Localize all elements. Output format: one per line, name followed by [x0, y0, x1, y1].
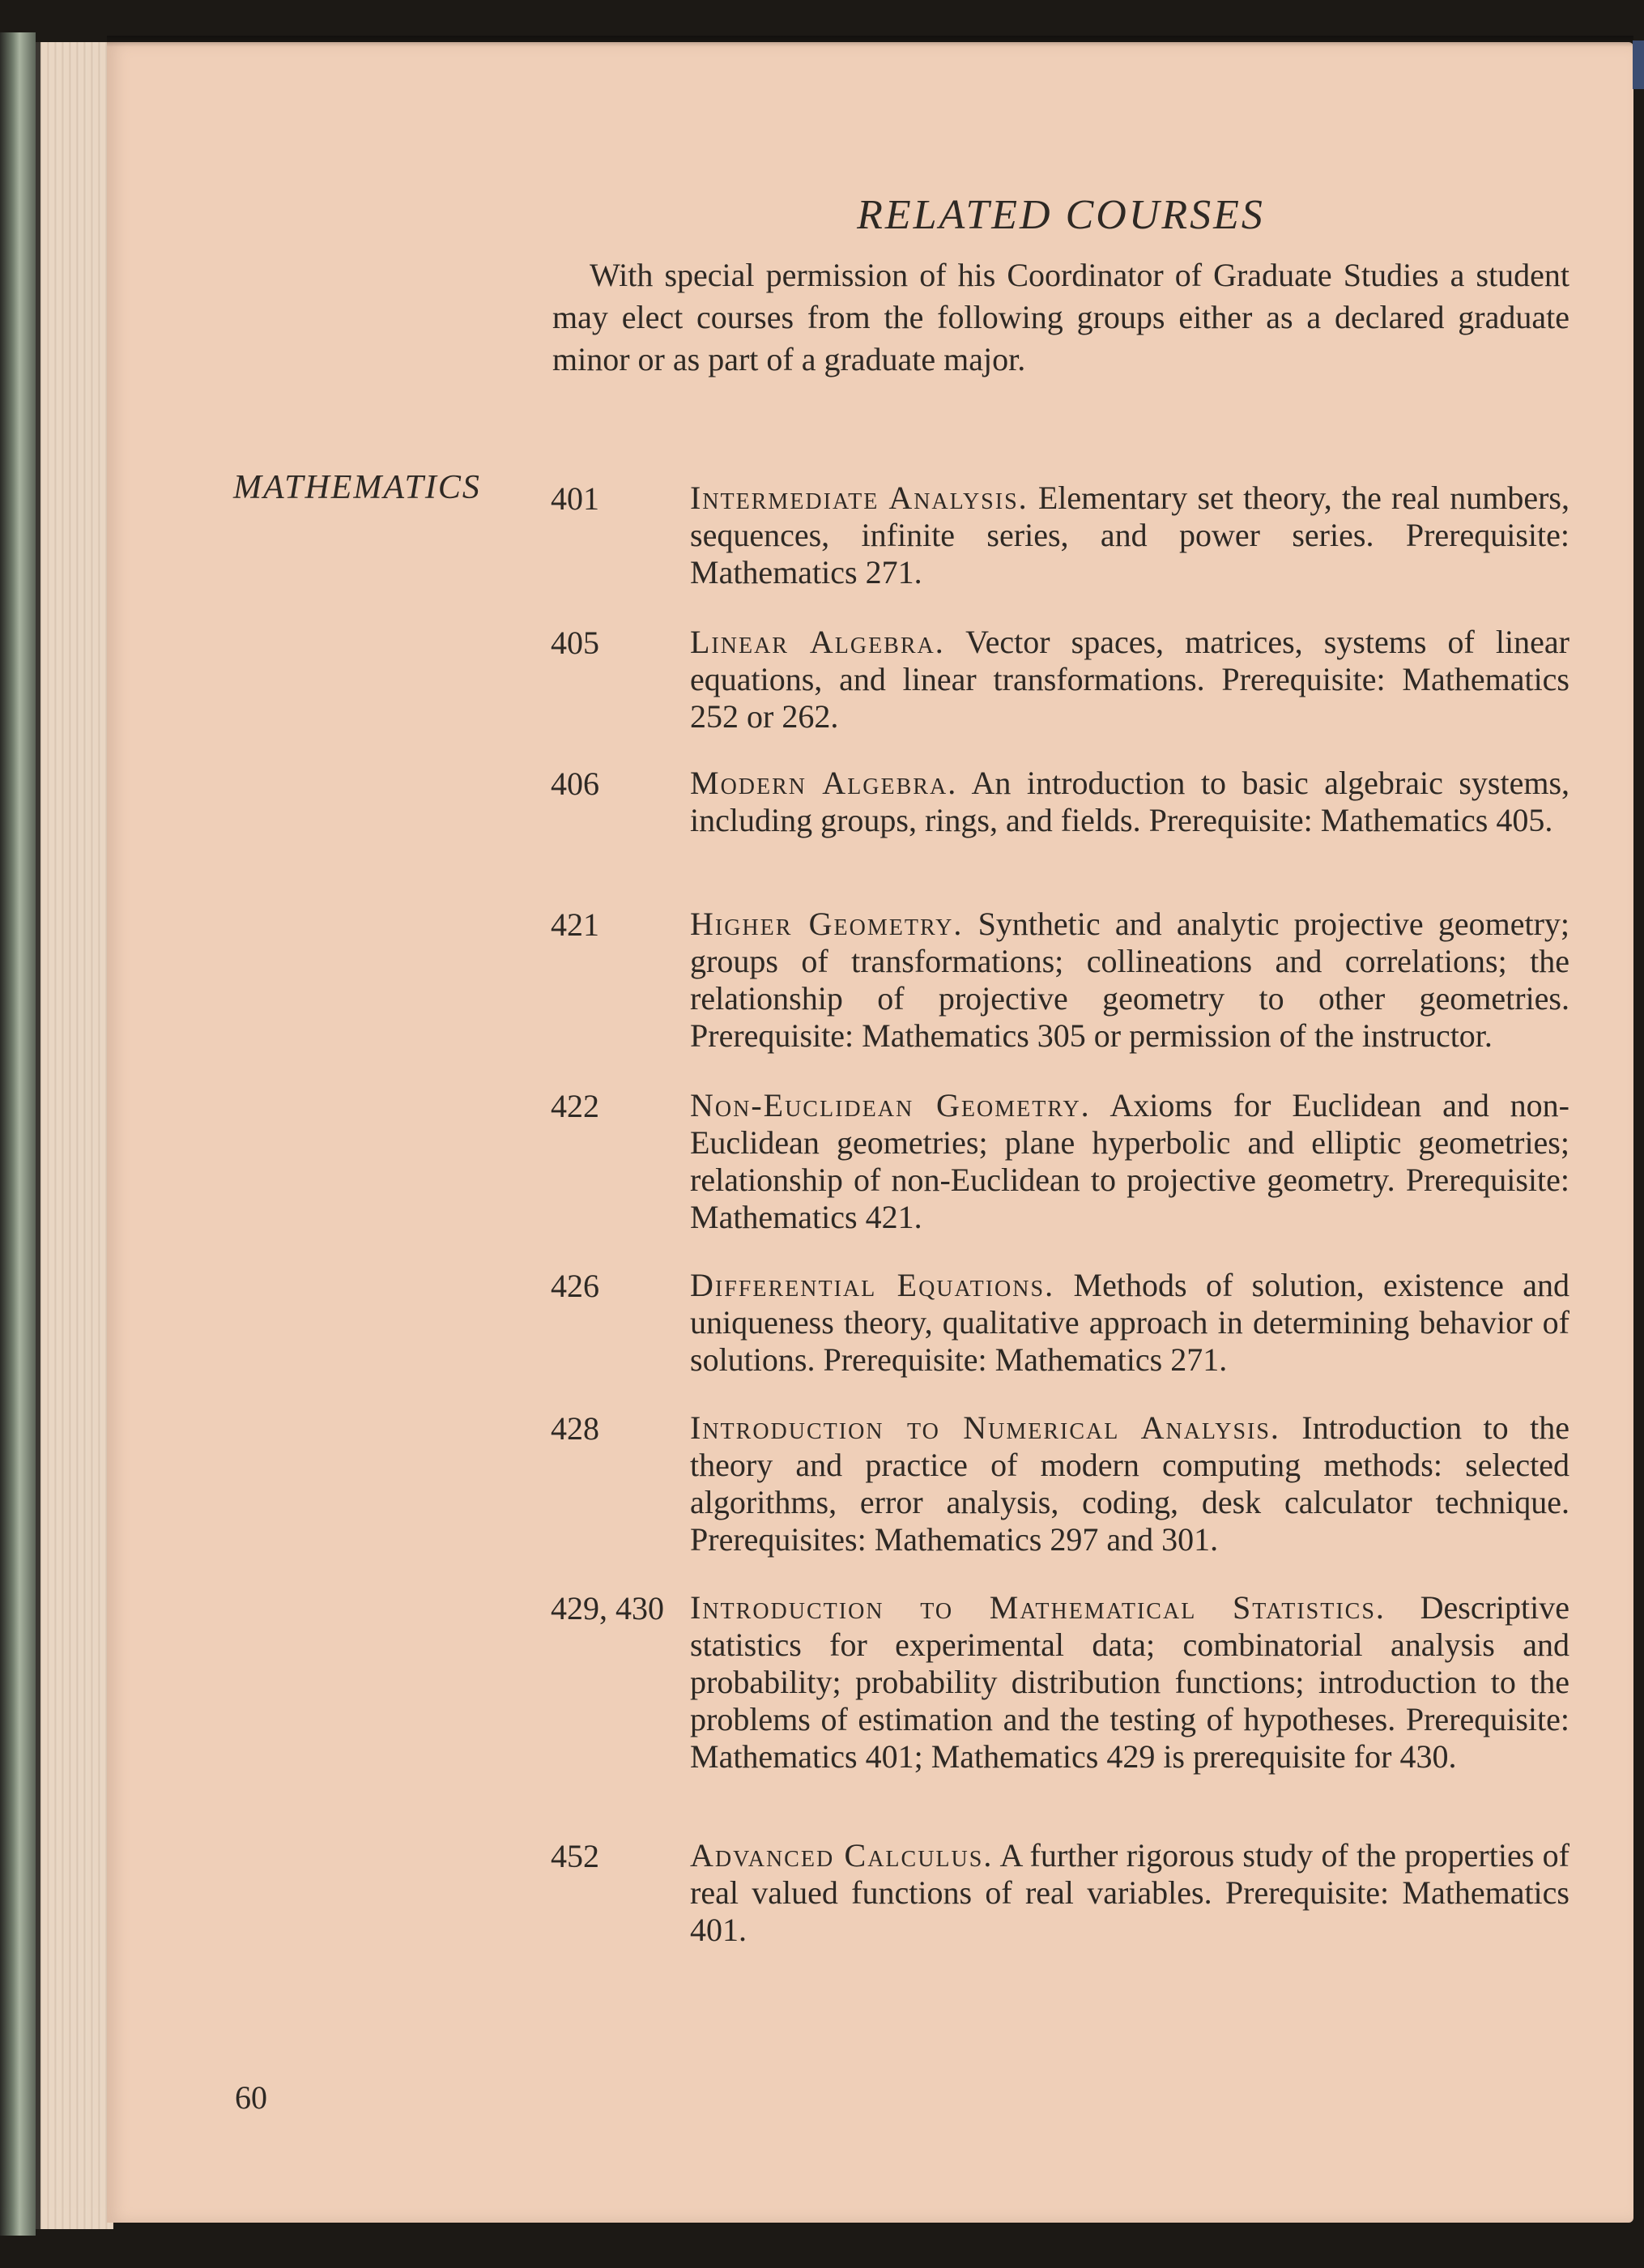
course-title: Differential Equations. — [690, 1267, 1055, 1303]
course-number: 406 — [551, 765, 599, 802]
course-number: 405 — [551, 625, 599, 661]
intro-paragraph: With special permission of his Coordinator of Graduate Studies a student may elect courses from the following groups either as a declared graduate minor or as part of a graduate major. — [552, 257, 1569, 377]
section-label-mathematics: MATHEMATICS — [233, 469, 481, 506]
course-number: 429, 430 — [551, 1590, 664, 1626]
course-title: Modern Algebra. — [690, 765, 958, 801]
course-description: Introduction to the theory and practice of modern computing methods: selected algorithms, error analysis, coding, desk calculator technique. Prerequisites: Mathematics 297 and 301. — [690, 1409, 1569, 1558]
course-description: Synthetic and analytic projective geometry; groups of transformations; collineations and correlations; the relationship of projective geometry to other geometries. Prerequisite: Mathematics 305 or permission of the instructor. — [690, 906, 1569, 1054]
course-body — [690, 1409, 1569, 1558]
course-body — [690, 765, 1569, 839]
page-heading: RELATED COURSES — [857, 192, 1265, 238]
course-body — [690, 624, 1569, 735]
top-shadow — [107, 36, 1633, 47]
course-title: Higher Geometry. — [690, 906, 964, 942]
course-description: Vector spaces, matrices, systems of linear equations, and linear transformations. Prerequisite: Mathematics 252 or 262. — [690, 624, 1569, 735]
page-stack-edge — [36, 42, 113, 2229]
course-body — [690, 480, 1569, 591]
course-title: Linear Algebra. — [690, 624, 945, 660]
page-number: 60 — [235, 2079, 267, 2116]
course-number: 452 — [551, 1838, 599, 1874]
course-description: Methods of solution, existence and uniqueness theory, qualitative approach in determining behavior of solutions. Prerequisite: Mathematics 271. — [690, 1267, 1570, 1378]
course-description: A further rigorous study of the properties of real valued functions of real variables. Prerequisite: Mathematics 401. — [690, 1837, 1569, 1948]
course-description: Axioms for Euclidean and non-Euclidean geometries; plane hyperbolic and elliptic geometries; relationship of non-Euclidean to projective geometry. Prerequisite: Mathematics 421. — [690, 1087, 1569, 1235]
course-description: Elementary set theory, the real numbers, sequences, infinite series, and power series. Prerequisite: Mathematics 271. — [690, 480, 1569, 590]
course-number: 401 — [551, 480, 599, 517]
background-blue-corner — [1633, 40, 1644, 89]
course-body — [690, 1589, 1569, 1776]
book-spine-edge — [0, 32, 36, 2236]
course-title: Introduction to Numerical Analysis. — [690, 1409, 1280, 1446]
course-number: 428 — [551, 1410, 599, 1447]
course-title: Non-Euclidean Geometry. — [690, 1087, 1091, 1123]
course-body — [690, 1837, 1569, 1949]
course-number: 421 — [551, 906, 599, 943]
course-title: Advanced Calculus. — [690, 1837, 994, 1874]
course-body — [690, 1087, 1569, 1236]
course-number: 426 — [551, 1268, 599, 1304]
course-body — [690, 906, 1569, 1055]
course-title: Introduction to Mathematical Statistics. — [690, 1589, 1386, 1626]
course-body — [690, 1267, 1569, 1379]
course-number: 422 — [551, 1088, 599, 1124]
course-title: Intermediate Analysis. — [690, 480, 1029, 516]
course-description: Descriptive statistics for experimental data; combinatorial analysis and probability; probability distribution functions; introduction to the problems of estimation and the testing of hypotheses. Prerequisite: Mathematics 401; Mathematics 429 is prerequisite for 430. — [690, 1589, 1569, 1775]
course-description: An introduction to basic algebraic systems, including groups, rings, and fields. Prerequisite: Mathematics 405. — [690, 765, 1570, 838]
